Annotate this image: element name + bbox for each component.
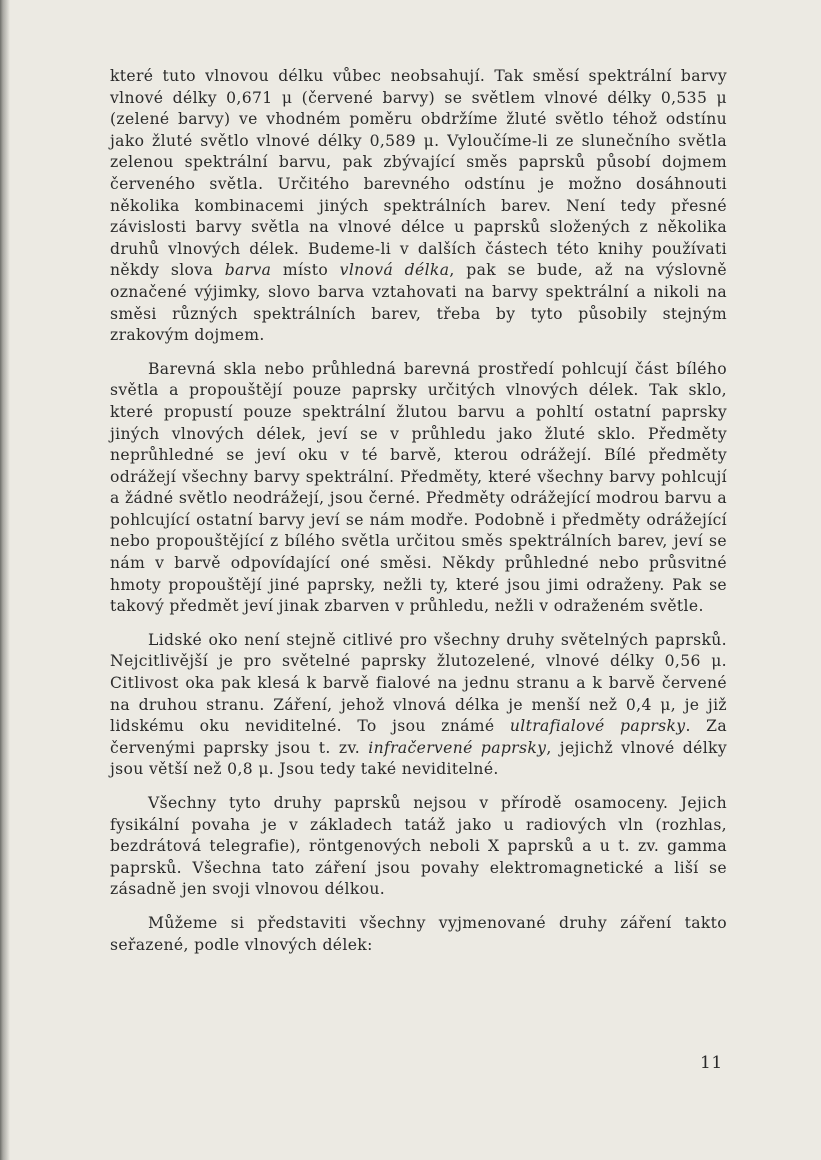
paragraph-colored-glass bbox=[110, 359, 727, 618]
page-edge-shadow bbox=[0, 0, 10, 1160]
text-run: Všechny tyto druhy paprsků nejsou v přírodě osamoceny. Jejich fysikální povaha je v základech tatáž jako u radiových vln (rozhlas, bezdrátová telegrafie), röntgenových neboli X paprsků a u t. zv. gamma paprsků. Všechna tato záření jsou povahy elektromagnetické a liší se zásadně jen svoji vlnovou délkou. bbox=[110, 794, 727, 899]
text-run: místo bbox=[271, 261, 340, 280]
page-body-text bbox=[110, 66, 727, 968]
text-run: Barevná skla nebo průhledná barevná prostředí pohlcují část bílého světla a propouštějí pouze paprsky určitých vlnových délek. Tak sklo, které propustí pouze spektrální žlutou barvu a pohltí ostatní paprsky jiných vlnových délek, jeví se v průhledu jako žluté sklo. Předměty neprůhledné se jeví oku v té barvě, kterou odrážejí. Bílé předměty odrážejí všechny barvy spektrální. Předměty, které všechny barvy pohlcují a žádné světlo neodrážejí, jsou černé. Předměty odrážející modrou barvu a pohlcující ostatní barvy jeví se nám modře. Podobně i předměty odrážející nebo propouštějící z bílého světla určitou směs spektrálních barev, jeví se nám v barvě odpovídající oné směsi. Někdy průhledné nebo průsvitné hmoty propouštějí jiné paprsky, nežli ty, které jsou jimi odraženy. Pak se takový předmět jeví jinak zbarven v průhledu, nežli v odraženém světle. bbox=[110, 359, 727, 616]
text-run: . Za červenými paprsky jsou t. zv. bbox=[110, 717, 727, 757]
text-run: , pak se bude, až na výslovně označené výjimky, slovo barva vztahovati na barvy spektrální a nikoli na směsi různých spektrálních barev, třeba by tyto působily stejným zrakovým dojmem. bbox=[110, 261, 728, 345]
italic-term: barva bbox=[224, 261, 272, 280]
paragraph-ordering bbox=[110, 913, 727, 956]
text-run: Lidské oko není stejně citlivé pro všechny druhy světelných paprsků. Nejcitlivější je pro světelné paprsky žlutozelené, vlnové délky 0,56 μ. Citlivost oka pak klesá k barvě fialové na jednu stranu a k barvě červené na druhou stranu. Záření, jehož vlnová délka je menší než 0,4 μ, je již lidskému oku neviditelné. To jsou známé bbox=[110, 630, 727, 736]
italic-term: vlnová délka bbox=[339, 261, 450, 280]
text-run: Můžeme si představiti všechny vyjmenované druhy záření takto seřazené, podle vlnových délek: bbox=[110, 913, 727, 954]
paragraph-continuation bbox=[110, 66, 727, 347]
italic-term: infračervené paprsky bbox=[368, 738, 547, 757]
text-run: , jejichž vlnové délky jsou větší než 0,8 μ. Jsou tedy také neviditelné. bbox=[110, 738, 727, 779]
italic-term: ultrafialové paprsky bbox=[509, 717, 686, 736]
paragraph-radiation-kinds bbox=[110, 793, 727, 901]
text-run: které tuto vlnovou délku vůbec neobsahují. Tak směsí spektrální barvy vlnové délky 0,671 μ (červené barvy) se světlem vlnové délky 0,535 μ (zelené barvy) ve vhodném poměru obdržíme žluté světlo téhož odstínu jako žluté světlo vlnové délky 0,589 μ. Vyloučíme-li ze slunečního světla zelenou spektrální barvu, pak zbývající směs paprsků působí dojmem červeného světla. Určitého barevného odstínu je možno dosáhnouti několika kombinacemi jiných spektrálních barev. Není tedy přesné závislosti barvy světla na vlnové délce u paprsků složených z několika druhů vlnových délek. Budeme-li v dalších částech této knihy používati někdy slova bbox=[110, 67, 727, 280]
page-number: 11 bbox=[700, 1053, 723, 1073]
paragraph-human-eye bbox=[110, 630, 727, 781]
